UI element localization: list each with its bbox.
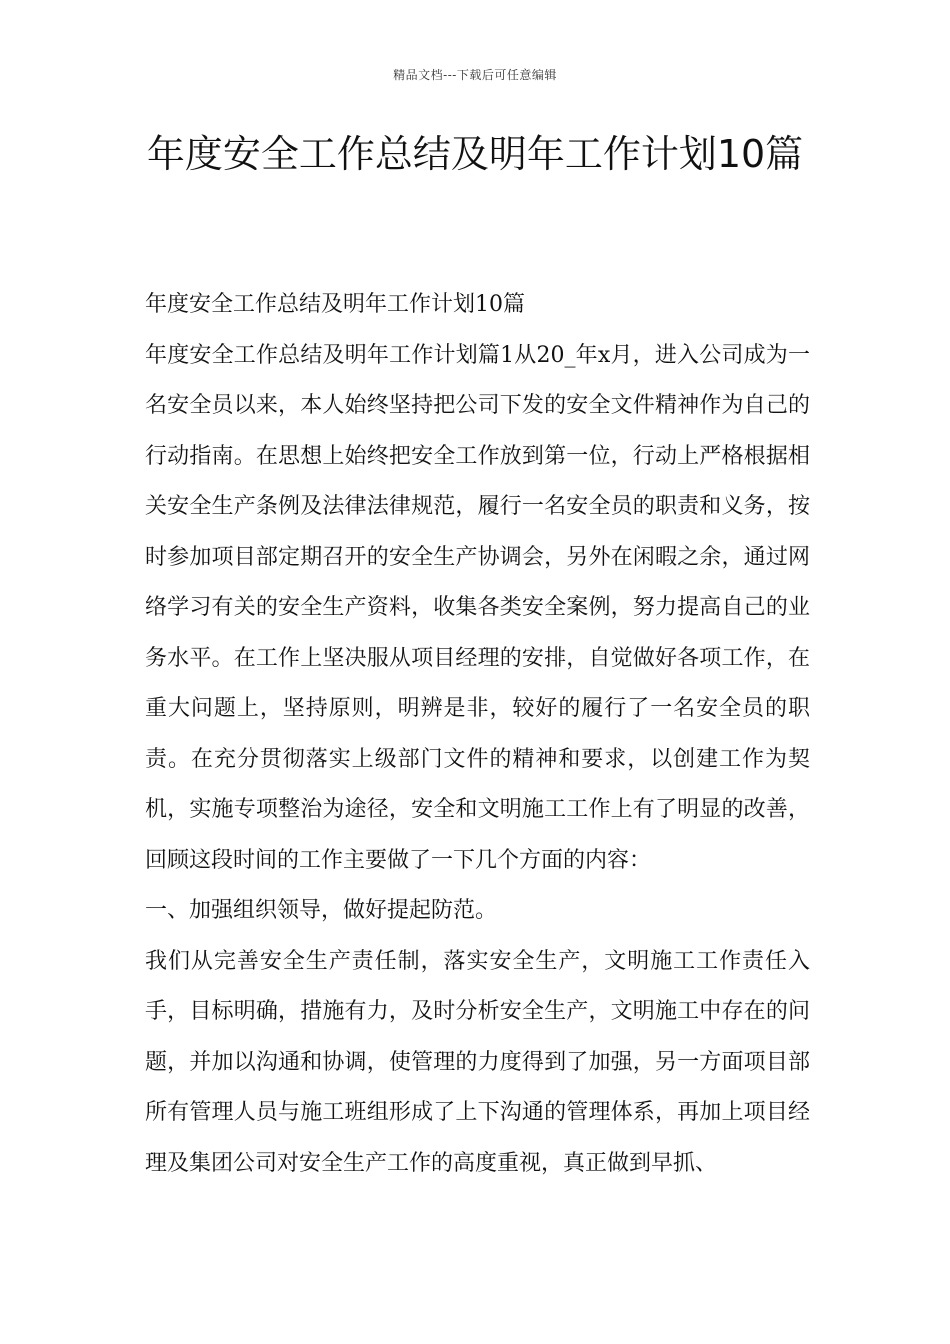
subtitle-paragraph: 年度安全工作总结及明年工作计划10篇 — [145, 292, 525, 317]
section-heading: 一、加强组织领导，做好提起防范。 — [145, 898, 498, 923]
document-body — [145, 280, 810, 1189]
body-paragraph: 年度安全工作总结及明年工作计划篇1从20_年x月，进入公司成为一名安全员以来，本人始终坚持把公司下发的安全文件精神作为自己的行动指南。在思想上始终把安全工作放到第一位，行动上严格根据相关安全生产条例及法律法律规范，履行一名安全员的职责和义务，按时参加项目部定期召开的安全生产协调会，另外在闲暇之余，通过网络学习有关的安全生产资料，收集各类安全案例，努力提高自己的业务水平。在工作上坚决服从项目经理的安排，自觉做好各项工作，在重大问题上，坚持原则，明辨是非，较好的履行了一名安全员的职责。在充分贯彻落实上级部门文件的精神和要求，以创建工作为契机，实施专项整治为途径，安全和文明施工工作上有了明显的改善，回顾这段时间的工作主要做了一下几个方面的内容： — [145, 342, 810, 873]
header-note: 精品文档---下载后可任意编辑 — [393, 68, 557, 82]
body-paragraph: 我们从完善安全生产责任制，落实安全生产，文明施工工作责任入手，目标明确，措施有力，及时分析安全生产，文明施工中存在的问题，并加以沟通和协调，使管理的力度得到了加强，另一方面项目部所有管理人员与施工班组形成了上下沟通的管理体系，再加上项目经理及集团公司对安全生产工作的高度重视，真正做到早抓、 — [145, 948, 810, 1176]
document-title: 年度安全工作总结及明年工作计划10篇 — [146, 132, 804, 176]
